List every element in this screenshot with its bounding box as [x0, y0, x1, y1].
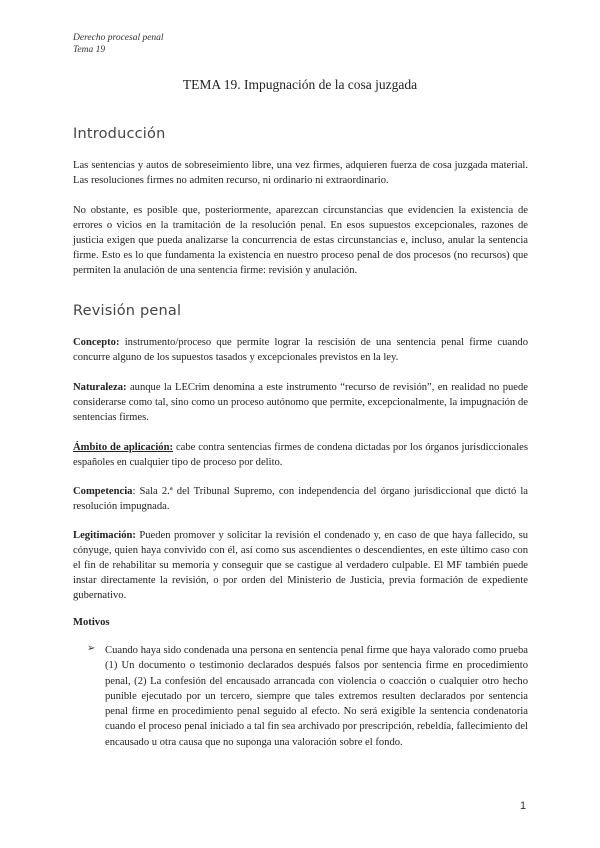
- header-topic: Tema 19: [73, 45, 106, 55]
- paragraph-legitimacion: [73, 528, 528, 603]
- label-naturaleza: Naturaleza:: [73, 382, 127, 393]
- heading-introduccion: Introducción: [73, 126, 166, 142]
- header-subject: Derecho procesal penal: [73, 33, 164, 43]
- paragraph-ambito: [73, 440, 528, 470]
- heading-motivos: Motivos: [73, 617, 110, 628]
- motivo-1-text: Cuando haya sido condenada una persona en sentencia penal firme que haya valorado como prueba (1) Un documento o testimonio declarados después falsos por sentencia firme en procedimiento penal, (2) La confesión del encausado arrancada con violencia o coacción o cualquier otro hecho punible ejecutado por un tercero, siempre que tales extremos resulten declarados por sentencia penal firme en procedimiento penal seguido al efecto. No será exigible la sentencia condenatoria cuando el proceso penal iniciado a tal fin sea archivado por prescripción, rebeldía, fallecimiento del encausado u otra causa que no suponga una valoración sobre el fondo.: [105, 645, 528, 748]
- text-ambito: cabe contra sentencias firmes de condena dictadas por los órganos jurisdiccionales españoles en cualquier tipo de proceso por delito.: [73, 442, 529, 468]
- label-concepto: Concepto:: [73, 337, 120, 348]
- list-item: [87, 643, 528, 750]
- running-header: [73, 32, 164, 56]
- label-competencia: Competencia: [73, 486, 133, 497]
- text-concepto: instrumento/proceso que permite lograr la rescisión de una sentencia penal firme cuando concurre alguno de los supuestos tasados y excepcionales previstos en la ley.: [73, 337, 528, 363]
- text-naturaleza: aunque la LECrim denomina a este instrumento “recurso de revisión”, en realidad no puede considerarse como tal, sino como un proceso autónomo que permite, excepcionalmente, la impugnación de sentencias firmes.: [73, 382, 528, 423]
- paragraph-competencia: [73, 484, 528, 514]
- text-competencia: : Sala 2.ª del Tribunal Supremo, con independencia del órgano jurisdiccional que dictó la resolución impugnada.: [73, 486, 528, 512]
- paragraph-concepto: [73, 335, 528, 365]
- document-title: TEMA 19. Impugnación de la cosa juzgada: [182, 77, 418, 92]
- text-legitimacion: Pueden promover y solicitar la revisión el condenado y, en caso de que haya fallecido, su cónyuge, quien haya convivido con él, así como sus ascendientes o descendientes, en este último caso con el fin de rehabilitar su memoria y conseguir que se castigue al verdadero culpable. El MF también puede instar directamente la revisión, o por orden del Ministerio de Justicia, previa formación de expediente gubernativo.: [73, 530, 528, 601]
- intro-paragraph-1: Las sentencias y autos de sobreseimiento libre, una vez firmes, adquieren fuerza de cosa juzgada material. Las resoluciones firmes no admiten recurso, ni ordinario ni extraordinario.: [73, 160, 528, 186]
- label-ambito: Ámbito de aplicación:: [73, 442, 174, 453]
- arrowhead-bullet-icon: ➢: [87, 643, 96, 654]
- intro-paragraph-2: No obstante, es posible que, posteriormente, aparezcan circunstancias que evidencien la existencia de errores o vicios en la tramitación de la resolución penal. En esos supuestos excepcionales, razones de justicia exigen que pueda analizarse la concurrencia de estas circunstancias e, incluso, anular la sentencia firme. Esto es lo que fundamenta la existencia en nuestro proceso penal de dos procesos (no recursos) que permiten la anulación de una sentencia firme: revisión y anulación.: [73, 205, 528, 276]
- heading-revision-penal: Revisión penal: [73, 303, 182, 319]
- paragraph-naturaleza: [73, 380, 528, 425]
- page-number: 1: [520, 800, 527, 812]
- label-legitimacion: Legitimación:: [73, 530, 136, 541]
